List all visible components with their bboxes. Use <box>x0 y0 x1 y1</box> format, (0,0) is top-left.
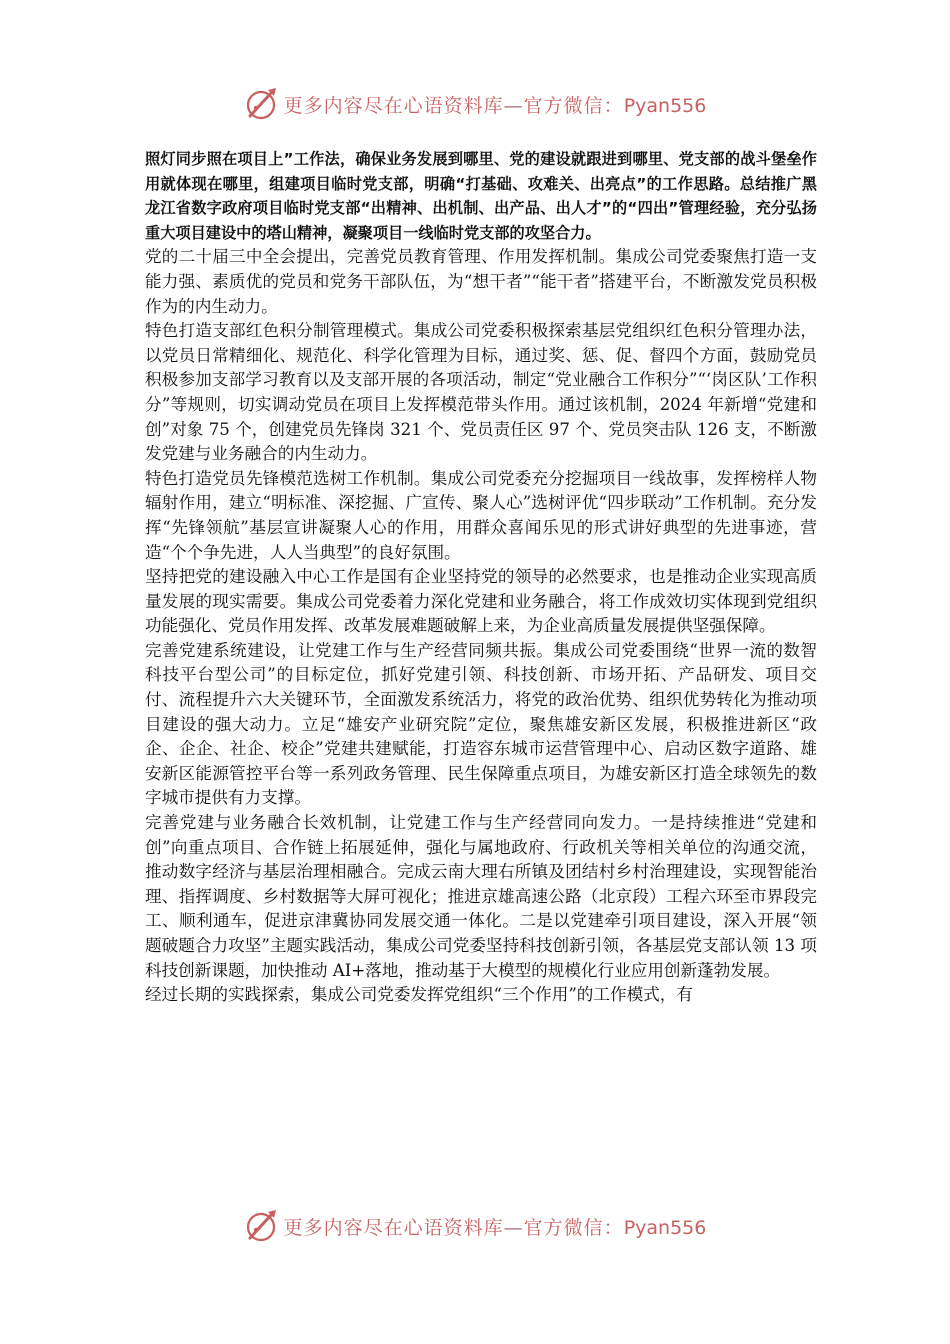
watermark-text <box>284 1213 707 1240</box>
paragraph: 党的二十届三中全会提出，完善党员教育管理、作用发挥机制。集成公司党委聚焦打造一支能力强、素质优的党员和党务干部队伍，为“想干者”“能干者”搭建平台，不断激发党员积极作为的内生动力。 <box>145 247 817 316</box>
watermark-text <box>284 91 707 118</box>
watermark-main-text: 更多内容尽在心语资料库 <box>283 94 504 117</box>
watermark-channel-text: 官方微信： <box>523 1216 624 1239</box>
pen-in-circle-logo-icon <box>244 1208 280 1244</box>
paragraph-bold-continuation: 照灯同步照在项目上”工作法，确保业务发展到哪里、党的建设就跟进到哪里、党支部的战斗堡垒作用就体现在哪里，组建项目临时党支部，明确“打基础、攻难关、出亮点”的工作思路。总结推广黑龙江省数字政府项目临时党支部“出精神、出机制、出产品、出人才”的“四出”管理经验，充分弘扬重大项目建设中的塔山精神，凝聚项目一线临时党支部的攻坚合力。 <box>145 150 817 242</box>
paragraph: 完善党建与业务融合长效机制，让党建工作与生产经营同向发力。一是持续推进“党建和创”向重点项目、合作链上拓展延伸，强化与属地政府、行政机关等相关单位的沟通交流，推动数字经济与基层治理相融合。完成云南大理右所镇及团结村乡村治理建设，实现智能治理、指挥调度、乡村数据等大屏可视化；推进京雄高速公路（北京段）工程六环至市界段完工、顺利通车，促进京津冀协同发展交通一体化。二是以党建牵引项目建设，深入开展“领题破题合力攻坚”主题实践活动，集成公司党委坚持科技创新引领，各基层党支部认领 13 项科技创新课题，加快推动 AI+落地，推动基于大模型的规模化行业应用创新蓬勃发展。 <box>145 813 817 980</box>
pen-in-circle-logo-icon <box>244 86 280 122</box>
footer-watermark <box>0 1206 950 1246</box>
header-watermark <box>0 84 950 124</box>
paragraph: 特色打造支部红色积分制管理模式。集成公司党委积极探索基层党组织红色积分管理办法，以党员日常精细化、规范化、科学化管理为目标，通过奖、惩、促、督四个方面，鼓励党员积极参加支部学习教育以及支部开展的各项活动，制定“党业融合工作积分”“‘岗区队’工作积分”等规则，切实调动党员在项目上发挥模范带头作用。通过该机制，2024 年新增“党建和创”对象 75 个，创建党员先锋岗 321 个、党员责任区 97 个、党员突击队 126 支，不断激发党建与业务融合的内生动力。 <box>145 321 817 464</box>
watermark-channel-text: 官方微信： <box>523 94 624 117</box>
paragraph: 坚持把党的建设融入中心工作是国有企业坚持党的领导的必然要求，也是推动企业实现高质量发展的现实需要。集成公司党委着力深化党建和业务融合，将工作成效切实体现到党组织功能强化、党员作用发挥、改革发展难题破解上来，为企业高质量发展提供坚强保障。 <box>145 567 817 636</box>
watermark-wechat-id: Pyan556 <box>623 94 707 117</box>
watermark-wechat-id: Pyan556 <box>623 1216 707 1239</box>
watermark-separator: — <box>503 94 524 117</box>
watermark-separator: — <box>503 1216 524 1239</box>
paragraph-truncated: 经过长期的实践探索，集成公司党委发挥党组织“三个作用”的工作模式，有 <box>145 985 693 1005</box>
document-body <box>145 147 817 1008</box>
paragraph: 特色打造党员先锋模范选树工作机制。集成公司党委充分挖掘项目一线故事，发挥榜样人物辐射作用，建立“明标准、深挖掘、广宣传、聚人心”选树评优“四步联动”工作机制。充分发挥“先锋领航”基层宣讲凝聚人心的作用，用群众喜闻乐见的形式讲好典型的先进事迹，营造“个个争先进，人人当典型”的良好氛围。 <box>145 468 817 562</box>
watermark-main-text: 更多内容尽在心语资料库 <box>283 1216 504 1239</box>
paragraph: 完善党建系统建设，让党建工作与生产经营同频共振。集成公司党委围绕“世界一流的数智科技平台型公司”的目标定位，抓好党建引领、科技创新、市场开拓、产品研发、项目交付、流程提升六大关键环节，全面激发系统活力，将党的政治优势、组织优势转化为推动项目建设的强大动力。立足“雄安产业研究院”定位，聚焦雄安新区发展，积极推进新区“政企、企企、社企、校企”党建共建赋能，打造容东城市运营管理中心、启动区数字道路、雄安新区能源管控平台等一系列政务管理、民生保障重点项目，为雄安新区打造全球领先的数字城市提供有力支撑。 <box>145 640 817 808</box>
